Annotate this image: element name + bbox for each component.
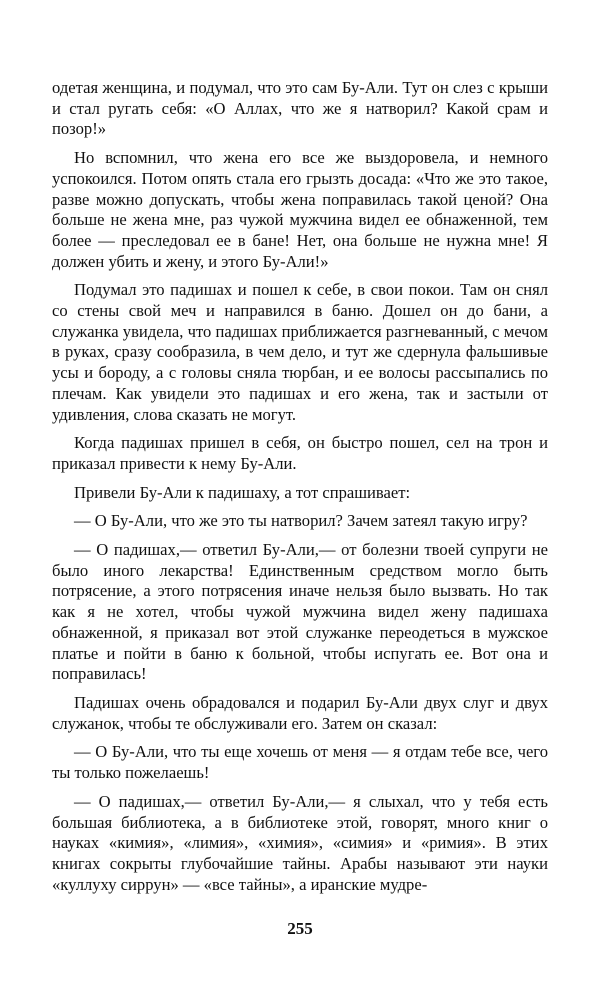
paragraph-5: Привели Бу-Али к падишаху, а тот спрашивает: <box>74 482 411 502</box>
page-number: 255 <box>287 919 313 938</box>
paragraph-1: одетая женщина, и подумал, что это сам Бу-Али. Тут он слез с крыши и стал ругать себя: «О Аллах, что же я натворил? Какой срам и позор!» <box>52 78 548 139</box>
paragraph-10: — О падишах,— ответил Бу-Али,— я слыхал, что у тебя есть большая библиотека, а в библиотеке этой, говорят, много книг о науках «кимия», «лимия», «химия», «симия» и «римия». В этих книгах сокрыты глубочайшие тайны. Арабы называют эти науки «куллуху сиррун» — «все тайны», а иранские мудре- <box>52 791 548 894</box>
paragraph-3: Подумал это падишах и пошел к себе, в свои покои. Там он снял со стены свой меч и направился в баню. Дошел он до бани, а служанка увидела, что падишах приближается разгневанный, с мечом в руках, сразу сообразила, в чем дело, и тут же сдернула фальшивые усы и бороду, а с головы сняла тюрбан, и ее волосы рассыпались по плечам. Как увидели это падишах и его жена, так и застыли от удивления, слова сказать не могут. <box>52 280 548 424</box>
paragraph-7: — О падишах,— ответил Бу-Али,— от болезни твоей супруги не было иного лекарства! Единственным средством могло быть потрясение, а этого потрясения иначе нельзя было вызвать. Но так как я не хотел, чтобы чужой мужчина видел жену падишаха обнаженной, я приказал вот этой служанке переодеться в мужское платье и пойти в баню к больной, чтобы испугать ее. Вот она и поправилась! <box>52 540 548 684</box>
page-text-block <box>52 78 548 903</box>
paragraph-6: — О Бу-Али, что же это ты натворил? Зачем затеял такую игру? <box>74 511 528 531</box>
paragraph-2: Но вспомнил, что жена его все же выздоровела, и немного успокоился. Потом опять стала его грызть досада: «Что же это такое, разве можно допускать, чтобы жена поправилась такой ценой? Она больше не жена мне, раз чужой мужчина видел ее обнаженной, тем более — преследовал ее в бане! Нет, она больше не нужна мне! Я должен убить и жену, и этого Бу-Али!» <box>52 148 548 271</box>
paragraph-4: Когда падишах пришел в себя, он быстро пошел, сел на трон и приказал привести к нему Бу-Али. <box>52 433 548 473</box>
paragraph-9: — О Бу-Али, что ты еще хочешь от меня — я отдам тебе все, чего ты только пожелаешь! <box>52 742 548 783</box>
paragraph-8: Падишах очень обрадовался и подарил Бу-Али двух слуг и двух служанок, чтобы те обслуживали его. Затем он сказал: <box>52 692 548 733</box>
